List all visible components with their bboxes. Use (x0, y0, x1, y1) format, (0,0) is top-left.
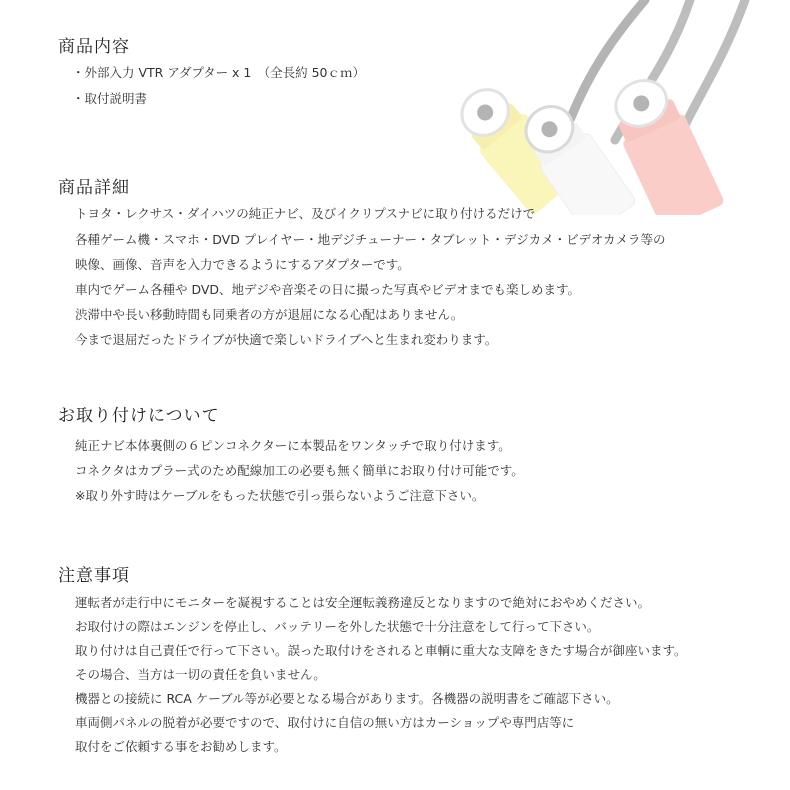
cautions-line: 車両側パネルの脱着が必要ですので、取付けに自信の無い方はカーショップや専門店等に (75, 715, 575, 730)
contents-item: ・取付説明書 (72, 91, 148, 106)
details-heading: 商品詳細 (58, 178, 130, 198)
cautions-line: その場合、当方は一切の責任を負いません。 (75, 667, 326, 682)
details-line: 車内でゲーム各種や DVD、地デジや音楽その日に撮った写真やビデオまでも楽しめます。 (75, 282, 581, 297)
installation-heading: お取り付けについて (58, 406, 220, 426)
details-line: 映像、画像、音声を入力できるようにするアダプターです。 (75, 257, 410, 272)
cautions-line: 機器との接続に RCA ケーブル等が必要となる場合があります。各機器の説明書をご確認下さい。 (75, 691, 619, 706)
rca-cable-image (455, 0, 790, 215)
installation-line: 純正ナビ本体裏側の６ピンコネクターに本製品をワンタッチで取り付けます。 (75, 438, 511, 453)
cautions-line: 取付をご依頼する事をお勧めします。 (75, 739, 287, 754)
contents-item: ・外部入力 VTR アダプター x 1 （全長約 50ｃｍ） (72, 65, 365, 80)
cautions-heading: 注意事項 (58, 566, 130, 586)
cautions-line: 運転者が走行中にモニターを凝視することは安全運転義務違反となりますので絶対におやめください。 (75, 595, 651, 610)
cautions-line: 取り付けは自己責任で行って下さい。誤った取付けをされると車輌に重大な支障をきたす場合が御座います。 (75, 643, 687, 658)
cautions-line: お取付けの際はエンジンを停止し、バッテリーを外した状態で十分注意をして行って下さい。 (75, 619, 600, 634)
installation-line: ※取り外す時はケーブルをもった状態で引っ張らないようご注意下さい。 (75, 488, 485, 503)
contents-heading: 商品内容 (58, 37, 130, 57)
details-line: 渋滞中や長い移動時間も同乗者の方が退屈になる心配はありません。 (75, 307, 464, 322)
installation-line: コネクタはカプラー式のため配線加工の必要も無く簡単にお取り付け可能です。 (75, 463, 524, 478)
details-line: 各種ゲーム機・スマホ・DVD プレイヤー・地デジチューナー・タブレット・デジカメ・ビデオカメラ等の (75, 232, 666, 247)
details-line: トヨタ・レクサス・ダイハツの純正ナビ、及びイクリプスナビに取り付けるだけで (75, 206, 536, 221)
details-line: 今まで退屈だったドライブが快適で楽しいドライブへと生まれ変わります。 (75, 332, 498, 347)
